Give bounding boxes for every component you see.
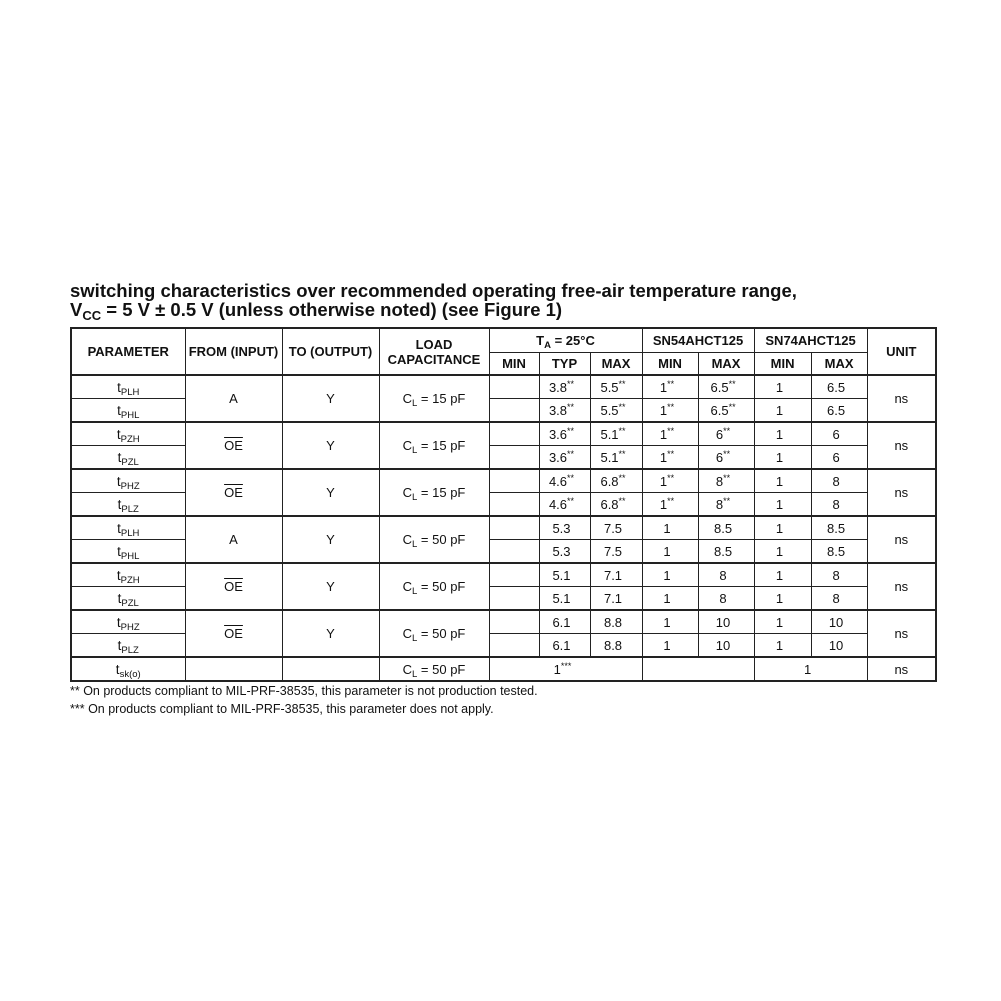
header-to: TO (OUTPUT) <box>282 328 379 375</box>
unit-cell: ns <box>867 422 936 469</box>
sn54-max-cell: 8.5 <box>698 516 754 540</box>
parameter-cell: $t_{PZH}$ <box>71 422 185 446</box>
ta-min-cell <box>489 540 539 564</box>
sn54-min-cell: 1** <box>642 422 698 446</box>
ta-max-cell: 8.8 <box>590 610 642 634</box>
sn54-min-cell: 1** <box>642 493 698 517</box>
switching-characteristics-table <box>70 327 937 682</box>
table-body <box>71 375 936 681</box>
ta-min-cell <box>489 422 539 446</box>
from-cell: A <box>185 375 282 422</box>
sn74-min-cell: 1 <box>754 399 811 423</box>
ta-min-cell <box>489 634 539 658</box>
sn74-max-cell: 8.5 <box>811 540 867 564</box>
sn54-max-cell: 10 <box>698 610 754 634</box>
ta-typ-cell: 5.3 <box>539 540 590 564</box>
sn74-max-cell: 8 <box>811 469 867 493</box>
sn74-max-cell: 8 <box>811 587 867 611</box>
sn54-min-cell: 1** <box>642 446 698 470</box>
ta-max-cell: 8.8 <box>590 634 642 658</box>
parameter-cell: $t_{PHZ}$ <box>71 469 185 493</box>
footnote-2: *** On products compliant to MIL-PRF-38535, this parameter does not apply. <box>70 702 494 716</box>
sn54-min-cell: 1 <box>642 610 698 634</box>
ta-min-cell <box>489 587 539 611</box>
sn54-min-cell: 1** <box>642 375 698 399</box>
header-sn74-max: MAX <box>811 353 867 376</box>
unit-cell: ns <box>867 516 936 563</box>
sn74-min-cell: 1 <box>754 563 811 587</box>
unit-cell: ns <box>867 469 936 516</box>
heading-line-2: $V_{CC} = 5$ V ± 0.5 V (unless otherwise noted) (see Figure 1) <box>70 299 563 323</box>
sn74-max-cell: 8.5 <box>811 516 867 540</box>
sn54-min-cell: 1 <box>642 516 698 540</box>
ta-typ-cell: 5.3 <box>539 516 590 540</box>
load-cell: $C_L = 50$ pF <box>379 563 489 610</box>
to-cell: Y <box>282 516 379 563</box>
parameter-cell: $t_{PZL}$ <box>71 446 185 470</box>
table-row-skew <box>71 657 936 681</box>
table-row <box>71 469 936 493</box>
header-sn54-max: MAX <box>698 353 754 376</box>
ta-typ-cell: 6.1 <box>539 634 590 658</box>
sn54-max-cell: 10 <box>698 634 754 658</box>
ta-min-cell <box>489 493 539 517</box>
header-parameter: PARAMETER <box>71 328 185 375</box>
sn54-max-cell: 6.5** <box>698 375 754 399</box>
sn54-max-cell: 6.5** <box>698 399 754 423</box>
parameter-cell: $t_{PZL}$ <box>71 587 185 611</box>
from-cell: $\overline{OE}$ <box>185 422 282 469</box>
sn74-min-cell: 1 <box>754 422 811 446</box>
ta-max-cell: 7.1 <box>590 587 642 611</box>
ta-max-cell: 5.1** <box>590 446 642 470</box>
load-cell: $C_L = 50$ pF <box>379 516 489 563</box>
sn54-min-cell: 1 <box>642 563 698 587</box>
parameter-cell: $t_{PHL}$ <box>71 399 185 423</box>
header-unit: UNIT <box>867 328 936 375</box>
ta-typ-cell: 5.1 <box>539 587 590 611</box>
ta-typ-cell: 6.1 <box>539 610 590 634</box>
sn54-max-cell: 6** <box>698 446 754 470</box>
unit-cell: ns <box>867 563 936 610</box>
to-cell: Y <box>282 422 379 469</box>
sn74-min-cell: 1 <box>754 587 811 611</box>
sn54-max-cell: 8** <box>698 493 754 517</box>
table-row <box>71 375 936 399</box>
sn74-min-cell: 1 <box>754 469 811 493</box>
ta-typ-cell: 3.6** <box>539 422 590 446</box>
ta-min-cell <box>489 446 539 470</box>
ta-min-cell <box>489 375 539 399</box>
ta-max-cell: 7.5 <box>590 516 642 540</box>
ta-typ-cell: 3.8** <box>539 375 590 399</box>
parameter-cell: $t_{PLH}$ <box>71 516 185 540</box>
ta-max-cell: 5.5** <box>590 375 642 399</box>
heading-line-1: switching characteristics over recommended operating free-air temperature range, <box>70 280 797 301</box>
ta-typ-cell: 4.6** <box>539 493 590 517</box>
parameter-cell: $t_{PHL}$ <box>71 540 185 564</box>
ta-typ-cell: 3.6** <box>539 446 590 470</box>
table-row <box>71 516 936 540</box>
parameter-cell: $t_{PHZ}$ <box>71 610 185 634</box>
sn74-max-cell: 6 <box>811 446 867 470</box>
sn74-max-cell: 6 <box>811 422 867 446</box>
sn54-min-cell: 1** <box>642 469 698 493</box>
load-cell: $C_L = 15$ pF <box>379 375 489 422</box>
sn54-min-cell: 1 <box>642 587 698 611</box>
header-sn54-min: MIN <box>642 353 698 376</box>
load-cell: $C_L = 50$ pF <box>379 657 489 681</box>
table-row <box>71 610 936 634</box>
ta-max-cell: 5.5** <box>590 399 642 423</box>
header-load: LOAD CAPACITANCE <box>379 328 489 375</box>
sn74-max-cell: 6.5 <box>811 399 867 423</box>
sn54-max-cell: 8** <box>698 469 754 493</box>
header-sn74: SN74AHCT125 <box>754 328 867 353</box>
ta-min-cell <box>489 563 539 587</box>
sn74-min-cell: 1 <box>754 493 811 517</box>
ta-typ-cell: 5.1 <box>539 563 590 587</box>
ta-typ-cell: 4.6** <box>539 469 590 493</box>
ta-typ-cell: 3.8** <box>539 399 590 423</box>
sn54-max-cell: 8 <box>698 587 754 611</box>
parameter-cell: $t_{PLH}$ <box>71 375 185 399</box>
to-cell: Y <box>282 469 379 516</box>
from-cell <box>185 657 282 681</box>
ta-max-cell: 6.8** <box>590 493 642 517</box>
sn54-cell <box>642 657 754 681</box>
header-ta-min: MIN <box>489 353 539 376</box>
unit-cell: ns <box>867 375 936 422</box>
from-cell: $\overline{OE}$ <box>185 563 282 610</box>
load-cell: $C_L = 50$ pF <box>379 610 489 657</box>
ta-min-cell <box>489 399 539 423</box>
ta-min-cell <box>489 469 539 493</box>
ta-max-cell: 5.1** <box>590 422 642 446</box>
header-ta: $T_A = 25^\circ C$ <box>489 328 642 353</box>
to-cell: Y <box>282 375 379 422</box>
sn54-max-cell: 8 <box>698 563 754 587</box>
sn74-max-cell: 6.5 <box>811 375 867 399</box>
table-row <box>71 422 936 446</box>
sn74-max-cell: 10 <box>811 634 867 658</box>
sn74-min-cell: 1 <box>754 375 811 399</box>
sn74-max-cell: 8 <box>811 493 867 517</box>
sn74-min-cell: 1 <box>754 516 811 540</box>
unit-cell: ns <box>867 657 936 681</box>
to-cell: Y <box>282 563 379 610</box>
header-ta-typ: TYP <box>539 353 590 376</box>
parameter-cell: $t_{sk(o)}$ <box>71 657 185 681</box>
sn74-min-cell: 1 <box>754 446 811 470</box>
ta-min-cell <box>489 610 539 634</box>
table-heading <box>70 281 950 321</box>
ta-max-cell: 7.5 <box>590 540 642 564</box>
sn54-min-cell: 1 <box>642 634 698 658</box>
sn74-min-cell: 1 <box>754 610 811 634</box>
sn74-max-cell: 10 <box>811 610 867 634</box>
sn54-min-cell: 1** <box>642 399 698 423</box>
parameter-cell: $t_{PLZ}$ <box>71 634 185 658</box>
sn74-max-cell: 1 <box>754 657 867 681</box>
header-sn54: SN54AHCT125 <box>642 328 754 353</box>
ta-max-cell: 1*** <box>489 657 642 681</box>
parameter-cell: $t_{PLZ}$ <box>71 493 185 517</box>
sn74-min-cell: 1 <box>754 540 811 564</box>
ta-max-cell: 6.8** <box>590 469 642 493</box>
to-cell: Y <box>282 610 379 657</box>
from-cell: A <box>185 516 282 563</box>
sn54-min-cell: 1 <box>642 540 698 564</box>
header-sn74-min: MIN <box>754 353 811 376</box>
to-cell <box>282 657 379 681</box>
ta-min-cell <box>489 516 539 540</box>
from-cell: $\overline{OE}$ <box>185 610 282 657</box>
from-cell: $\overline{OE}$ <box>185 469 282 516</box>
unit-cell: ns <box>867 610 936 657</box>
header-from: FROM (INPUT) <box>185 328 282 375</box>
ta-max-cell: 7.1 <box>590 563 642 587</box>
sn74-min-cell: 1 <box>754 634 811 658</box>
load-cell: $C_L = 15$ pF <box>379 422 489 469</box>
sn74-max-cell: 8 <box>811 563 867 587</box>
load-cell: $C_L = 15$ pF <box>379 469 489 516</box>
sn54-max-cell: 6** <box>698 422 754 446</box>
sn54-max-cell: 8.5 <box>698 540 754 564</box>
footnote-1: ** On products compliant to MIL-PRF-38535, this parameter is not production tested. <box>70 684 538 698</box>
parameter-cell: $t_{PZH}$ <box>71 563 185 587</box>
table-row <box>71 563 936 587</box>
header-ta-max: MAX <box>590 353 642 376</box>
